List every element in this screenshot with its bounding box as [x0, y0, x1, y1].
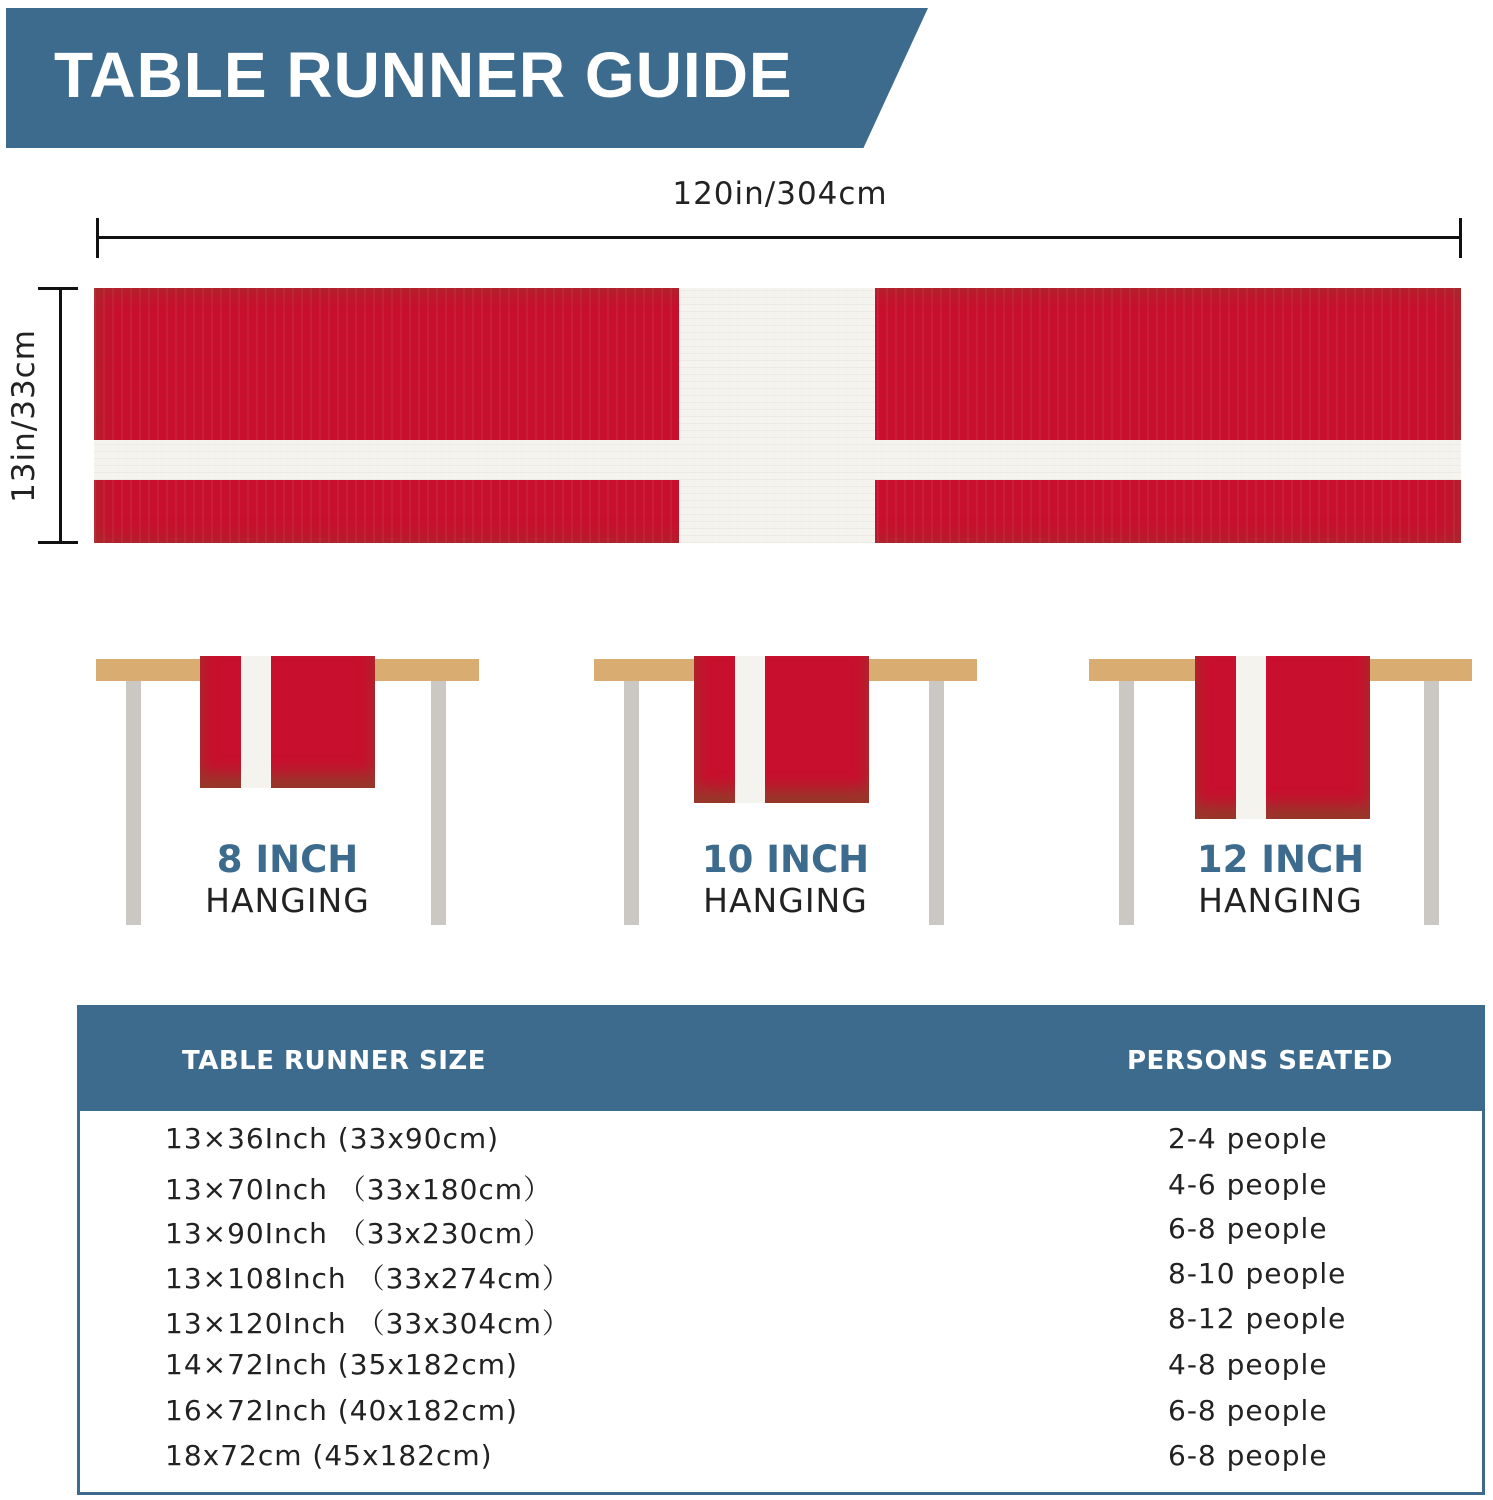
hanging-runner-10-inch: [694, 656, 869, 803]
table-row: [80, 1257, 1482, 1297]
hanging-runner-12-inch: [1195, 656, 1370, 819]
page-title: TABLE RUNNER GUIDE: [54, 39, 793, 111]
size-table: [77, 1005, 1485, 1495]
width-dimension-line: [59, 288, 62, 544]
table-row: [80, 1302, 1482, 1342]
length-dimension-cap-left: [96, 218, 99, 258]
persons-seated: 6-8 people: [1168, 1394, 1328, 1427]
length-dimension-line: [97, 236, 1461, 239]
persons-seated: 2-4 people: [1168, 1122, 1328, 1155]
header-table-runner-size: TABLE RUNNER SIZE: [182, 1046, 487, 1076]
length-dimension-cap-right: [1459, 218, 1462, 258]
runner-size: 13×36Inch (33x90cm): [165, 1122, 500, 1155]
hanging-label-8-inch: [96, 838, 479, 920]
table-row: [80, 1212, 1482, 1252]
runner-size: 13×70Inch （33x180cm）: [165, 1173, 553, 1206]
persons-seated: 6-8 people: [1168, 1439, 1328, 1472]
runner-size: 16×72Inch (40x182cm): [165, 1394, 518, 1427]
hanging-word: HANGING: [205, 881, 370, 920]
hanging-label-10-inch: [594, 838, 977, 920]
flag-stripe: [241, 656, 271, 788]
width-dimension-cap-top: [38, 287, 78, 290]
hanging-word: HANGING: [1198, 881, 1363, 920]
flag-stripe: [735, 656, 765, 803]
table-row: [80, 1394, 1482, 1434]
hanging-label-12-inch: [1089, 838, 1472, 920]
width-dimension-label: 13in/33cm: [6, 329, 42, 503]
persons-seated: 8-10 people: [1168, 1257, 1347, 1290]
hanging-word: HANGING: [703, 881, 868, 920]
size-table-header: [80, 1008, 1482, 1111]
table-row: [80, 1122, 1482, 1162]
hanging-runner-8-inch: [200, 656, 375, 788]
table-row: [80, 1348, 1482, 1388]
table-row: [80, 1168, 1482, 1208]
persons-seated: 4-8 people: [1168, 1348, 1328, 1381]
runner-size: 18x72cm (45x182cm): [165, 1439, 493, 1472]
length-dimension-label: 120in/304cm: [672, 176, 888, 212]
persons-seated: 4-6 people: [1168, 1168, 1328, 1201]
table-runner-flag-image: [94, 288, 1461, 543]
hanging-size: 10 INCH: [701, 838, 870, 881]
table-row: [80, 1439, 1482, 1479]
runner-size: 13×120Inch （33x304cm）: [165, 1307, 571, 1340]
flag-distress-texture: [94, 288, 1461, 543]
hanging-size: 12 INCH: [1196, 838, 1365, 881]
runner-size: 13×108Inch （33x274cm）: [165, 1262, 571, 1295]
runner-size: 14×72Inch (35x182cm): [165, 1348, 518, 1381]
flag-stripe: [1236, 656, 1266, 819]
runner-size: 13×90Inch （33x230cm）: [165, 1217, 553, 1250]
persons-seated: 6-8 people: [1168, 1212, 1328, 1245]
persons-seated: 8-12 people: [1168, 1302, 1347, 1335]
width-dimension-cap-bottom: [38, 541, 78, 544]
header-persons-seated: PERSONS SEATED: [1127, 1046, 1393, 1076]
hanging-size: 8 INCH: [216, 838, 359, 881]
